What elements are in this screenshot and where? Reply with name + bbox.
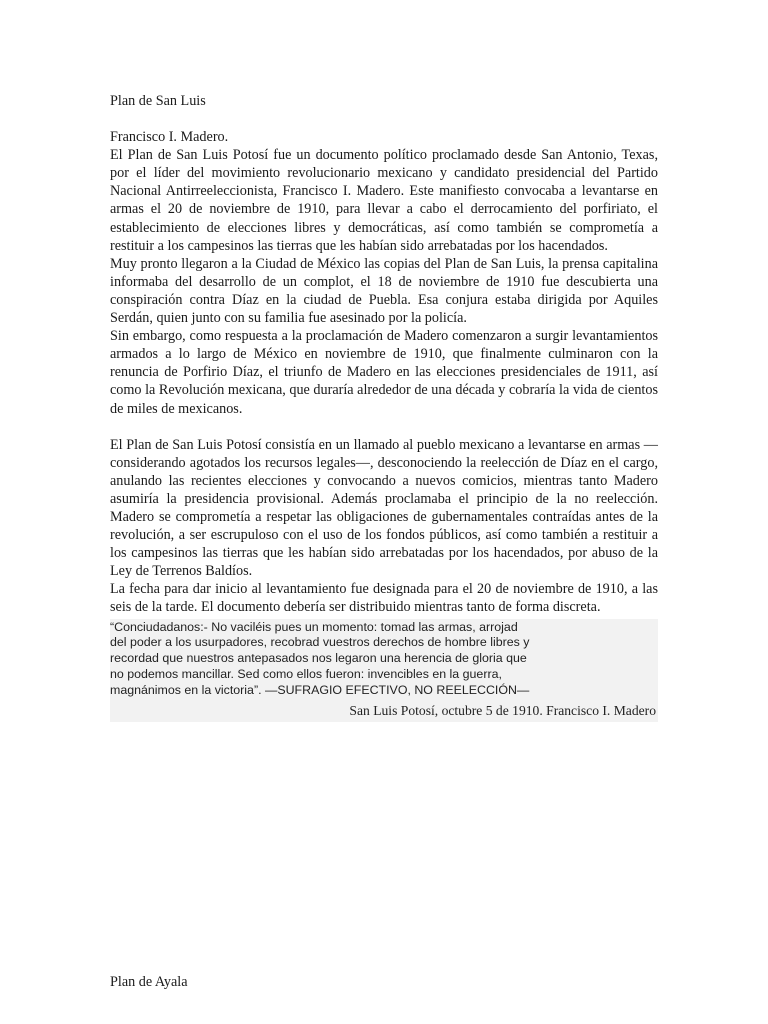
paragraph: Sin embargo, como respuesta a la proclamación de Madero comenzaron a surgir levantamientos armados a lo largo de México en noviembre de 1910, que finalmente culminaron con la renuncia de Porfirio Díaz, el triunfo de Madero en las elecciones presidenciales de 1911, así como la Revolución mexicana, que duraría alrededor de una década y cobraría la vida de cientos de miles de mexicanos. [110, 328, 658, 417]
document-page [110, 92, 658, 722]
next-section-title: Plan de Ayala [110, 974, 188, 990]
paragraph: El Plan de San Luis Potosí fue un documento político proclamado desde San Antonio, Texas, por el líder del movimiento revolucionario mexicano y candidato presidencial del Partido Nacional Antirreeleccionista, Francisco I. Madero. Este manifiesto convocaba a levantarse en armas el 20 de noviembre de 1910, para llevar a cabo el derrocamiento del porfiriato, el establecimiento de elecciones libres y democráticas, así como también se comprometía a restituir a los campesinos las tierras que les habían sido arrebatadas por los hacendados. [110, 147, 658, 254]
paragraph-gap [110, 418, 658, 436]
paragraph: Muy pronto llegaron a la Ciudad de México las copias del Plan de San Luis, la prensa capitalina informaba del desarrollo de un complot, el 18 de noviembre de 1910 fue descubierta una conspiración contra Díaz en la ciudad de Puebla. Esa conjura estaba dirigida por Aquiles Serdán, quien junto con su familia fue asesinado por la policía. [110, 255, 658, 327]
document-author: Francisco I. Madero. [110, 129, 229, 146]
paragraph: La fecha para dar inicio al levantamiento fue designada para el 20 de noviembre de 1910, a las seis de la tarde. El documento debería ser distribuido mientras tanto de forma discreta. [110, 581, 658, 616]
document-title: Plan de San Luis [110, 93, 206, 109]
quote-block [110, 619, 658, 723]
quote-signature: San Luis Potosí, octubre 5 de 1910. Francisco I. Madero [349, 702, 656, 718]
paragraph: El Plan de San Luis Potosí consistía en un llamado al pueblo mexicano a levantarse en armas —considerando agotados los recursos legales—, desconociendo la reelección de Díaz en el cargo, anulando las recientes elecciones y convocando a nuevos comicios, mientras tanto Madero asumiría la presidencia provisional. Además proclamaba el principio de la no reelección. Madero se comprometía a respetar las obligaciones de gubernamentales contraídas antes de la revolución, a ser escrupuloso con el uso de los fondos públicos, así como también a restituir a los campesinos las tierras que les habían sido arrebatadas por los hacendados, por abuso de la Ley de Terrenos Baldíos. [110, 436, 658, 580]
quote-text: “Conciudadanos:- No vaciléis pues un momento: tomad las armas, arrojad del poder a los usurpadores, recobrad vuestros derechos de hombre libres y recordad que nuestros antepasados nos legaron una herencia de gloria que no podemos mancillar. Sed como ellos fueron: invencibles en la guerra, magnánimos en la victoria”. —SUFRAGIO EFECTIVO, NO REELECCIÓN— [110, 619, 530, 697]
